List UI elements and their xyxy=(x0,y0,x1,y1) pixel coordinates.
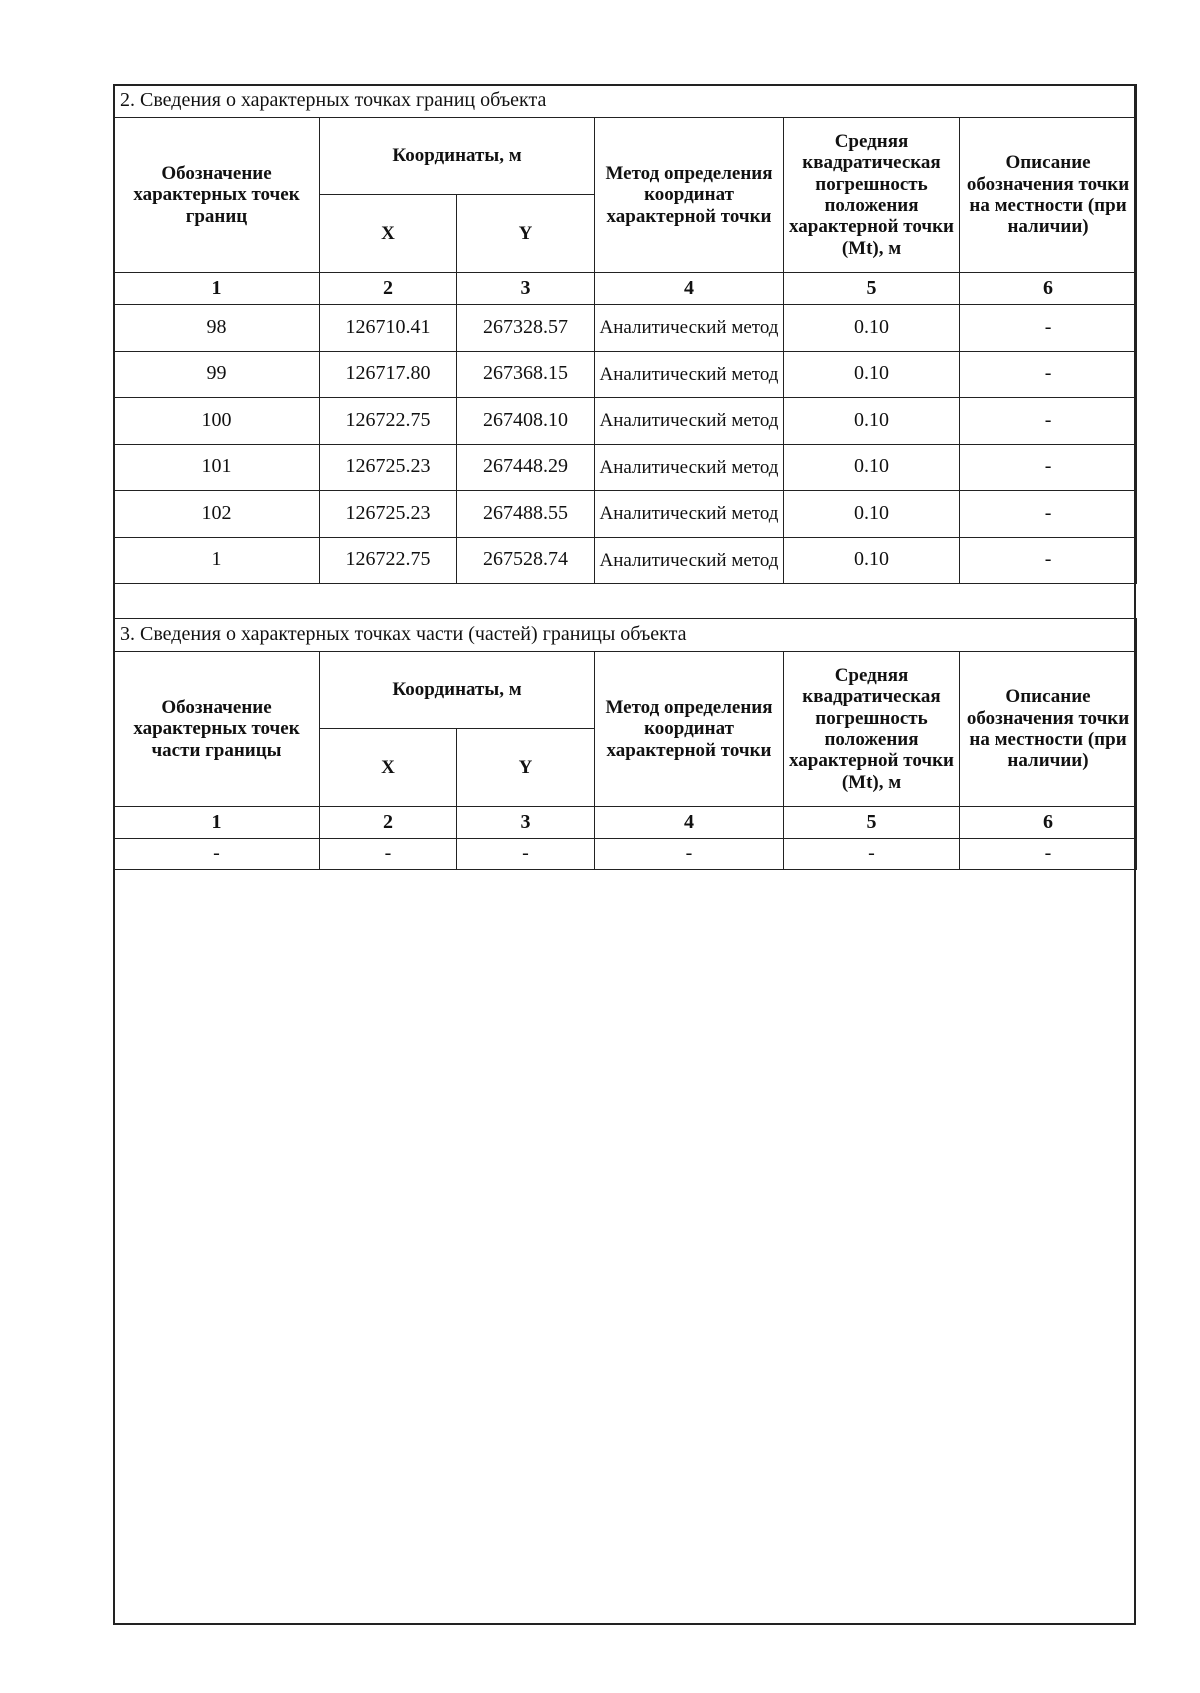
description-value: - xyxy=(960,491,1137,538)
table-row xyxy=(114,351,1137,398)
table-row xyxy=(114,537,1137,584)
header-description: Описание обозначения точки на местности (при наличии) xyxy=(960,652,1137,807)
header-designation: Обозначение характерных точек границ xyxy=(114,118,320,273)
coord-y: 267408.10 xyxy=(457,398,595,445)
point-name: - xyxy=(114,839,320,870)
section-title: 3. Сведения о характерных точках части (частей) границы объекта xyxy=(114,619,1137,652)
section-title: 2. Сведения о характерных точках границ объекта xyxy=(114,85,1137,118)
header-y: Y xyxy=(457,195,595,273)
coord-x: 126722.75 xyxy=(320,398,457,445)
description-value: - xyxy=(960,839,1137,870)
column-number: 4 xyxy=(595,807,784,839)
method-value: Аналитический метод xyxy=(595,537,784,584)
method-value: - xyxy=(595,839,784,870)
table-row xyxy=(114,839,1137,870)
column-number: 2 xyxy=(320,273,457,305)
header-x: X xyxy=(320,195,457,273)
coord-x: 126722.75 xyxy=(320,537,457,584)
points-body xyxy=(114,839,1137,870)
mt-value: 0.10 xyxy=(784,491,960,538)
method-value: Аналитический метод xyxy=(595,398,784,445)
point-name: 98 xyxy=(114,305,320,352)
coord-x: 126725.23 xyxy=(320,444,457,491)
column-number: 2 xyxy=(320,807,457,839)
mt-value: 0.10 xyxy=(784,305,960,352)
method-value: Аналитический метод xyxy=(595,351,784,398)
points-body xyxy=(114,305,1137,584)
table-row xyxy=(114,305,1137,352)
column-number: 5 xyxy=(784,273,960,305)
coord-x: 126717.80 xyxy=(320,351,457,398)
boundary-points-table xyxy=(113,84,1137,584)
coord-x: 126710.41 xyxy=(320,305,457,352)
coord-y: 267528.74 xyxy=(457,537,595,584)
mt-value: 0.10 xyxy=(784,537,960,584)
mt-value: 0.10 xyxy=(784,351,960,398)
description-value: - xyxy=(960,305,1137,352)
table-row xyxy=(114,444,1137,491)
column-number: 5 xyxy=(784,807,960,839)
mt-value: - xyxy=(784,839,960,870)
coord-y: 267488.55 xyxy=(457,491,595,538)
point-name: 100 xyxy=(114,398,320,445)
column-number: 6 xyxy=(960,807,1137,839)
coord-y: - xyxy=(457,839,595,870)
method-value: Аналитический метод xyxy=(595,305,784,352)
point-name: 1 xyxy=(114,537,320,584)
point-name: 101 xyxy=(114,444,320,491)
mt-value: 0.10 xyxy=(784,444,960,491)
header-method: Метод определения координат характерной точки xyxy=(595,652,784,807)
description-value: - xyxy=(960,537,1137,584)
coord-x: - xyxy=(320,839,457,870)
header-y: Y xyxy=(457,729,595,807)
header-error: Средняя квадратическая погрешность положения характерной точки (Mt), м xyxy=(784,118,960,273)
table-row xyxy=(114,398,1137,445)
header-designation: Обозначение характерных точек части границы xyxy=(114,652,320,807)
method-value: Аналитический метод xyxy=(595,491,784,538)
coord-y: 267448.29 xyxy=(457,444,595,491)
mt-value: 0.10 xyxy=(784,398,960,445)
point-name: 102 xyxy=(114,491,320,538)
column-number: 4 xyxy=(595,273,784,305)
column-number: 3 xyxy=(457,807,595,839)
point-name: 99 xyxy=(114,351,320,398)
header-method: Метод определения координат характерной точки xyxy=(595,118,784,273)
header-coordinates: Координаты, м xyxy=(320,652,595,729)
column-number: 3 xyxy=(457,273,595,305)
header-x: X xyxy=(320,729,457,807)
column-number: 1 xyxy=(114,807,320,839)
description-value: - xyxy=(960,398,1137,445)
header-description: Описание обозначения точки на местности (при наличии) xyxy=(960,118,1137,273)
column-number: 6 xyxy=(960,273,1137,305)
column-number: 1 xyxy=(114,273,320,305)
description-value: - xyxy=(960,444,1137,491)
part-boundary-points-table xyxy=(113,618,1137,870)
coord-y: 267368.15 xyxy=(457,351,595,398)
coord-x: 126725.23 xyxy=(320,491,457,538)
header-coordinates: Координаты, м xyxy=(320,118,595,195)
coord-y: 267328.57 xyxy=(457,305,595,352)
table-row xyxy=(114,491,1137,538)
header-error: Средняя квадратическая погрешность положения характерной точки (Mt), м xyxy=(784,652,960,807)
method-value: Аналитический метод xyxy=(595,444,784,491)
description-value: - xyxy=(960,351,1137,398)
